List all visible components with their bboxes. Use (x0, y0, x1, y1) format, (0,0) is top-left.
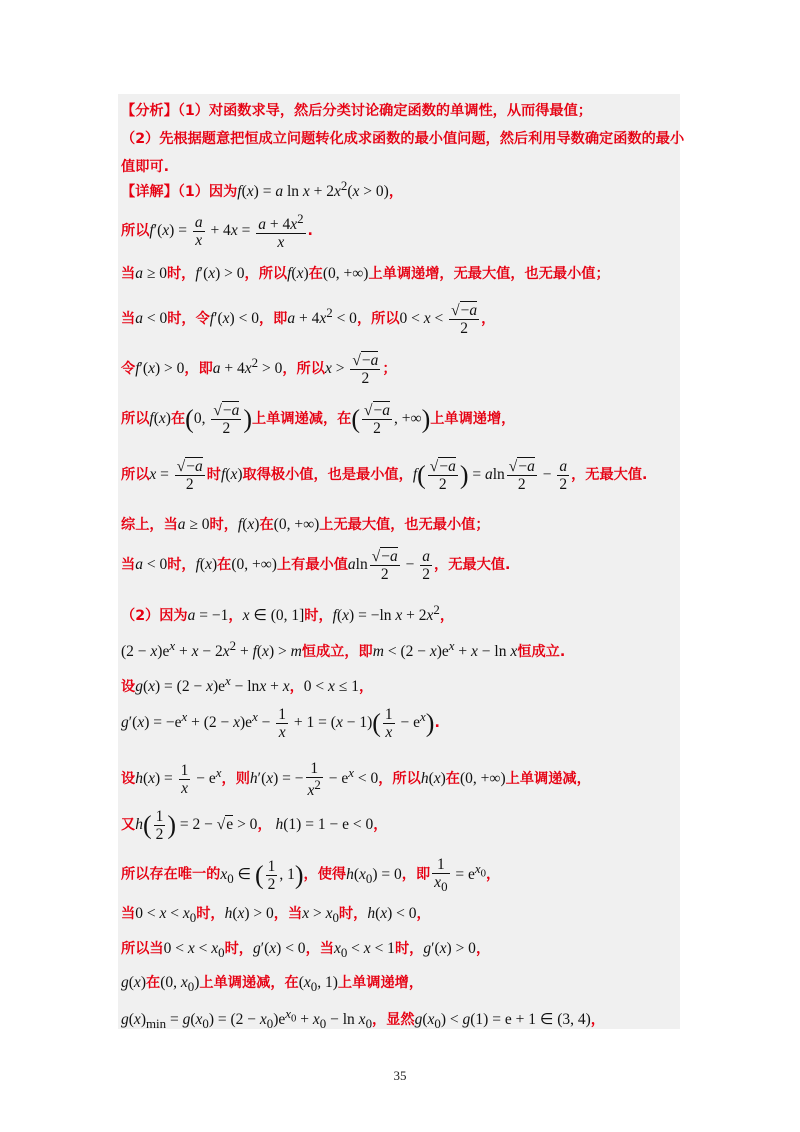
detail-line-16: 所以存在唯一的$x_0$ ∈ ( $\frac{1}{2}$ , 1)，使得$h(x_0) = 0$，即 $\frac{1}{x_0}$ = $e^{x_0}$， (121, 856, 501, 895)
detail-line-2: 所以f′(x) = $\frac{a}{x}$ + 4x = $\frac{a + 4x^2}{x}$ . (121, 211, 313, 252)
detail-line-9: 当a < 0时，f(x)在(0, +∞)上有最小值aln $\frac{√-a}{2}$ − $\frac{a}{2}$ ，无最大值. (121, 548, 511, 584)
detail-line-14: 设h(x) = $\frac{1}{x}$ − $e^x$，则h′(x) = − $\frac{1}{x^2}$ − $e^x < 0$，所以h(x)在(0, +∞)上单调递减， (121, 760, 591, 800)
analysis-line-1: 【分析】（1）对函数求导，然后分类讨论确定函数的单调性，从而得最值； (121, 103, 592, 119)
detail-line-11: $(2 - x)e^x + x - 2x^2 + f(x) > m$恒成立，即$m < (2 - x)e^x + x - \ln x$恒成立. (121, 638, 566, 661)
detail-line-1: 【详解】（1）因为f(x) = a $\ln x + 2x^2(x > 0)$， (121, 178, 404, 201)
analysis-line-3: 值即可. (121, 159, 169, 175)
detail-line-18: 所以当$0 < x < x_0$时，g′(x) < 0，当$x_0 < x < 1$时，g′(x) > 0， (121, 940, 491, 961)
detail-line-20: $g(x)_{min} = g(x_0) = (2 - x_0)e^{x_0} + x_0 - \ln x_0$，显然$g(x_0) < g(1) = e + 1$ ∈ (3, 4)， (121, 1006, 605, 1032)
analysis-line-2: （2）先根据题意把恒成立问题转化成求函数的最小值问题，然后利用导数确定函数的最小 (121, 131, 685, 147)
detail-line-10: （2）因为a = −1，x ∈ (0, 1]时，f(x) = −ln $x + 2x^2$， (121, 602, 455, 625)
detail-line-19: g(x)在(0, $x_0$)上单调递减，在($x_0$, 1)上单调递增， (121, 974, 424, 995)
detail-line-5: 令f′(x) > 0，即$a + 4x^2 > 0$，所以x > $\frac{√-a}{2}$ ； (121, 352, 397, 388)
detail-line-8: 综上，当a ≥ 0时，f(x)在(0, +∞)上无最大值，也无最小值； (121, 516, 490, 533)
detail-line-4: 当a < 0时，令f′(x) < 0，即$a + 4x^2 < 0$，所以0 < x < $\frac{√-a}{2}$ ， (121, 302, 496, 338)
detail-line-13: $g'(x) = -e^x + (2 - x)e^x$ − $\frac{1}{x}$ + 1 = (x − 1)( $\frac{1}{x}$ − $e^x$). (121, 706, 440, 742)
detail-line-6: 所以f(x)在(0, $\frac{√-a}{2}$ )上单调递减，在( $\frac{√-a}{2}$ , +∞)上单调递增， (121, 402, 516, 438)
detail-line-7: 所以x = $\frac{√-a}{2}$ 时f(x)取得极小值，也是最小值，f( $\frac{√-a}{2}$ ) = aln $\frac{√-a}{2}$ − $\frac{a}{2}$ ，无最大值. (121, 458, 648, 494)
detail-line-15: 又h( $\frac{1}{2}$ ) = 2 − √e > 0， h(1) = 1 − e < 0， (121, 808, 388, 844)
page-number: 35 (393, 1068, 407, 1083)
detail-line-17: 当$0 < x < x_0$时，h(x) > 0，当$x > x_0$时，h(x) < 0， (121, 905, 431, 926)
detail-line-12: 设$g(x) = (2 - x)e^x - \ln x + x$，0 < x ≤ 1， (121, 673, 374, 696)
detail-line-3: 当a ≥ 0时，f′(x) > 0，所以f(x)在(0, +∞)上单调递增，无最大值，也无最小值； (121, 265, 610, 282)
